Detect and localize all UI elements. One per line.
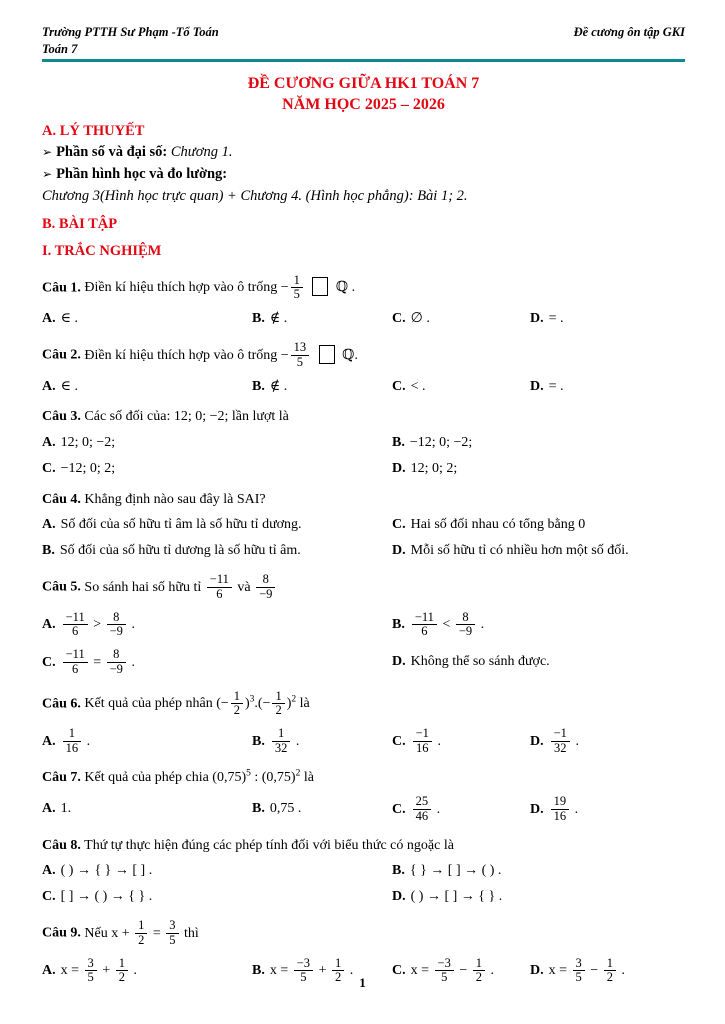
option-text: $\frac{1}{16}$ . — [61, 734, 91, 749]
option-b — [252, 726, 392, 757]
option-text: x = $\frac{-3}{5}$ − $\frac{1}{2}$ . — [410, 955, 494, 985]
option-c — [392, 378, 530, 397]
section-i-heading: I. TRẮC NGHIỆM — [42, 242, 162, 259]
theory-bullet-2 — [42, 164, 685, 186]
question-text: So sánh hai số hữu tỉ $\frac{-11}{6}$ và $\frac{8}{-9}$ — [81, 580, 278, 595]
option-label: D. — [530, 733, 544, 749]
option-label: B. — [252, 311, 265, 327]
option-text: $\frac{-11}{6}$ < $\frac{8}{-9}$ . — [410, 617, 484, 632]
fraction: $\frac{1}{2}$ — [135, 919, 147, 948]
option-text: 12; 0; 2; — [410, 460, 458, 476]
fraction: $\frac{-3}{5}$ — [294, 957, 313, 986]
option-label: B. — [252, 378, 265, 394]
page-number: 1 — [359, 974, 366, 990]
fraction: $\frac{3}{5}$ — [85, 957, 97, 986]
option-a — [42, 434, 392, 453]
theory-bullet-1-text: Chương 1. — [170, 144, 233, 161]
option-a — [42, 516, 392, 535]
option-text: $\frac{-11}{6}$ > $\frac{8}{-9}$ . — [61, 617, 135, 632]
option-b — [392, 862, 685, 881]
options-row — [42, 434, 685, 479]
options-row — [42, 310, 685, 329]
option-c — [42, 460, 392, 479]
option-label: D. — [392, 889, 406, 905]
theory-bullet-1-label: Phần số và đại số: — [56, 144, 168, 161]
option-text: ∈ . — [60, 378, 78, 394]
question-text: Các số đối của: 12; 0; −2; lần lượt là — [80, 409, 289, 425]
option-label: C. — [392, 311, 406, 327]
option-text: ( ) → [ ] → { } . — [410, 889, 503, 905]
option-label: B. — [392, 863, 405, 879]
fraction: $\frac{-1}{32}$ — [551, 727, 570, 756]
option-text: { } → [ ] → ( ) . — [409, 863, 502, 879]
option-text: x = $\frac{-3}{5}$ + $\frac{1}{2}$ . — [269, 955, 354, 985]
question-label: Câu 2. — [42, 347, 81, 363]
option-a — [42, 610, 392, 641]
options-row — [42, 378, 685, 397]
question-line — [42, 836, 685, 856]
option-text: = . — [548, 378, 564, 394]
theory-bullet-1 — [42, 142, 685, 164]
header-school: Trường PTTH Sư Phạm -Tổ Toán — [42, 25, 219, 39]
option-text: 12; 0; −2; — [60, 435, 116, 451]
option-label: C. — [392, 733, 406, 749]
question-text: Điền kí hiệu thích hợp vào ô trống − $\frac{1}{5}$ ℚ . — [80, 272, 356, 302]
question — [42, 768, 685, 825]
option-text: ∅ . — [410, 311, 430, 327]
option-label: B. — [42, 543, 55, 559]
question-line — [42, 689, 685, 720]
arrow-bullet-icon: ➢ — [42, 167, 53, 182]
option-d — [530, 378, 685, 397]
section-b-heading: B. BÀI TẬP — [42, 215, 118, 232]
option-label: A. — [42, 801, 56, 817]
option-text: ∉ . — [269, 378, 288, 394]
option-c — [42, 647, 392, 678]
fraction: $\frac{1}{2}$ — [116, 957, 128, 986]
fraction: $\frac{13}{5}$ — [291, 341, 310, 370]
fraction: $\frac{3}{5}$ — [166, 919, 178, 948]
option-text: $\frac{25}{46}$ . — [411, 802, 441, 817]
option-label: C. — [392, 517, 406, 533]
option-label: C. — [42, 889, 56, 905]
option-a — [42, 862, 392, 881]
question — [42, 836, 685, 907]
option-d — [530, 726, 685, 757]
question — [42, 273, 685, 329]
option-label: D. — [392, 653, 406, 669]
option-d — [392, 542, 685, 561]
option-label: D. — [530, 963, 544, 979]
option-label: C. — [42, 654, 56, 670]
option-label: B. — [252, 801, 265, 817]
option-b — [392, 434, 685, 453]
options-row — [42, 726, 685, 757]
option-b — [42, 542, 392, 561]
options-row — [42, 610, 685, 678]
option-text: Số đối của số hữu tỉ âm là số hữu tỉ dương. — [60, 517, 302, 533]
option-d — [392, 653, 685, 672]
option-d — [530, 794, 685, 825]
option-label: D. — [530, 801, 544, 817]
option-label: B. — [252, 963, 265, 979]
option-label: A. — [42, 963, 56, 979]
option-d — [392, 460, 685, 479]
doc-title-line2: NĂM HỌC 2025 – 2026 — [282, 95, 445, 113]
option-text: Hai số đối nhau có tổng bằng 0 — [410, 517, 586, 533]
option-c — [392, 726, 530, 757]
question-text: Khẳng định nào sau đây là SAI? — [80, 491, 266, 507]
question-line — [42, 340, 685, 371]
question — [42, 340, 685, 396]
option-label: C. — [392, 801, 406, 817]
question-label: Câu 5. — [42, 579, 81, 595]
question-line — [42, 273, 685, 304]
option-label: D. — [392, 543, 406, 559]
option-label: A. — [42, 378, 56, 394]
options-row — [42, 516, 685, 561]
question-text: Điền kí hiệu thích hợp vào ô trống − $\frac{13}{5}$ ℚ. — [80, 340, 358, 369]
theory-chapter-line: Chương 3(Hình học trực quan) + Chương 4. (Hình học phẳng): Bài 1; 2. — [42, 187, 468, 204]
option-c — [392, 310, 530, 329]
option-text: 0,75 . — [269, 801, 302, 817]
questions — [42, 273, 685, 987]
fraction: $\frac{25}{46}$ — [413, 795, 432, 824]
question-label: Câu 8. — [42, 837, 81, 853]
option-text: < . — [410, 378, 426, 394]
option-label: A. — [42, 733, 56, 749]
option-label: D. — [392, 460, 406, 476]
fraction: $\frac{8}{-9}$ — [107, 648, 126, 677]
header — [42, 24, 685, 58]
question-text: Thứ tự thực hiện đúng các phép tính đối với biểu thức có ngoặc là — [80, 837, 454, 853]
option-c — [392, 794, 530, 825]
option-b — [252, 310, 392, 329]
option-a — [42, 800, 252, 819]
fraction: $\frac{19}{16}$ — [551, 795, 570, 824]
option-text: ( ) → { } → [ ] . — [60, 863, 153, 879]
question — [42, 490, 685, 561]
theory-bullet-2-label: Phần hình học và đo lường: — [56, 166, 228, 183]
question-line — [42, 572, 685, 603]
fraction: $\frac{1}{2}$ — [231, 690, 243, 719]
fraction: $\frac{-11}{6}$ — [207, 573, 232, 602]
fraction: $\frac{1}{32}$ — [272, 727, 291, 756]
question-text: Kết quả của phép chia $(0,75)^5$ : $(0,75)^2$ là — [80, 768, 314, 785]
option-text: $\frac{-1}{32}$ . — [549, 734, 579, 749]
question-label: Câu 4. — [42, 491, 81, 507]
option-text: $\frac{-11}{6}$ = $\frac{8}{-9}$ . — [61, 655, 135, 670]
option-label: C. — [42, 460, 56, 476]
header-exam-label: Đề cương ôn tập GKI — [573, 25, 685, 39]
empty-box-symbol — [319, 345, 335, 364]
question-line — [42, 918, 685, 949]
fraction: $\frac{1}{16}$ — [63, 727, 82, 756]
option-label: C. — [392, 963, 406, 979]
option-label: A. — [42, 311, 56, 327]
header-rule — [42, 59, 685, 62]
options-row — [42, 862, 685, 907]
fraction: $\frac{8}{-9}$ — [456, 611, 475, 640]
option-d — [392, 888, 685, 907]
option-c — [392, 516, 685, 535]
option-label: C. — [392, 378, 406, 394]
option-text: $\frac{19}{16}$ . — [549, 802, 579, 817]
option-d — [530, 310, 685, 329]
option-c — [42, 888, 392, 907]
option-text: −12; 0; 2; — [60, 460, 116, 476]
empty-box-symbol — [312, 277, 328, 296]
fraction: $\frac{3}{5}$ — [573, 957, 585, 986]
option-a — [42, 726, 252, 757]
option-text: Không thể so sánh được. — [410, 653, 550, 669]
option-text: Mỗi số hữu tỉ có nhiều hơn một số đối. — [410, 543, 629, 559]
option-text: −12; 0; −2; — [409, 435, 473, 451]
header-left — [42, 24, 219, 58]
option-label: A. — [42, 617, 56, 633]
option-b — [252, 378, 392, 397]
fraction: $\frac{-11}{6}$ — [63, 611, 88, 640]
option-label: A. — [42, 863, 56, 879]
option-text: ∈ . — [60, 311, 78, 327]
option-text: ∉ . — [269, 311, 288, 327]
question — [42, 407, 685, 478]
fraction: $\frac{1}{2}$ — [473, 957, 485, 986]
question-text: Kết quả của phép nhân (− $\frac{1}{2}$ )$^3$.(− $\frac{1}{2}$ )$^2$ là — [80, 688, 310, 718]
option-text: [ ] → ( ) → { } . — [60, 889, 153, 905]
option-label: D. — [530, 378, 544, 394]
option-text: Số đối của số hữu tỉ dương là số hữu tỉ âm. — [59, 543, 301, 559]
question-label: Câu 3. — [42, 409, 81, 425]
question-label: Câu 9. — [42, 925, 81, 941]
header-subject: Toán 7 — [42, 41, 78, 56]
option-text: $\frac{1}{32}$ . — [270, 734, 300, 749]
option-b — [392, 610, 685, 641]
fraction: $\frac{8}{-9}$ — [256, 573, 275, 602]
options-row — [42, 794, 685, 825]
option-label: B. — [252, 733, 265, 749]
question-label: Câu 1. — [42, 280, 81, 296]
option-text: x = $\frac{3}{5}$ − $\frac{1}{2}$ . — [548, 955, 625, 985]
arrow-bullet-icon: ➢ — [42, 145, 53, 160]
fraction: $\frac{-1}{16}$ — [413, 727, 432, 756]
section-a-heading: A. LÝ THUYẾT — [42, 123, 145, 140]
doc-title — [42, 74, 685, 116]
fraction: $\frac{1}{2}$ — [332, 957, 344, 986]
option-b — [252, 800, 392, 819]
option-text: $\frac{-1}{16}$ . — [411, 734, 441, 749]
doc-title-line1: ĐỀ CƯƠNG GIỮA HK1 TOÁN 7 — [247, 74, 480, 92]
option-a — [42, 310, 252, 329]
option-a — [42, 378, 252, 397]
question-label: Câu 6. — [42, 696, 81, 712]
question-label: Câu 7. — [42, 769, 81, 785]
fraction: $\frac{8}{-9}$ — [107, 611, 126, 640]
option-text: 1. — [60, 801, 72, 817]
question-line — [42, 490, 685, 510]
question — [42, 689, 685, 757]
question-line — [42, 768, 685, 788]
option-label: A. — [42, 435, 56, 451]
fraction: $\frac{1}{2}$ — [272, 690, 284, 719]
question — [42, 572, 685, 678]
option-text: x = $\frac{3}{5}$ + $\frac{1}{2}$ . — [60, 955, 137, 985]
option-label: D. — [530, 311, 544, 327]
fraction: $\frac{1}{5}$ — [291, 274, 303, 303]
fraction: $\frac{-11}{6}$ — [412, 611, 437, 640]
option-label: A. — [42, 517, 56, 533]
fraction: $\frac{-11}{6}$ — [63, 648, 88, 677]
question-line — [42, 407, 685, 427]
option-label: B. — [392, 617, 405, 633]
fraction: $\frac{-3}{5}$ — [435, 957, 454, 986]
option-label: B. — [392, 435, 405, 451]
option-text: = . — [548, 311, 564, 327]
fraction: $\frac{1}{2}$ — [604, 957, 616, 986]
question-text: Nếu x + $\frac{1}{2}$ = $\frac{3}{5}$ thì — [80, 918, 199, 947]
